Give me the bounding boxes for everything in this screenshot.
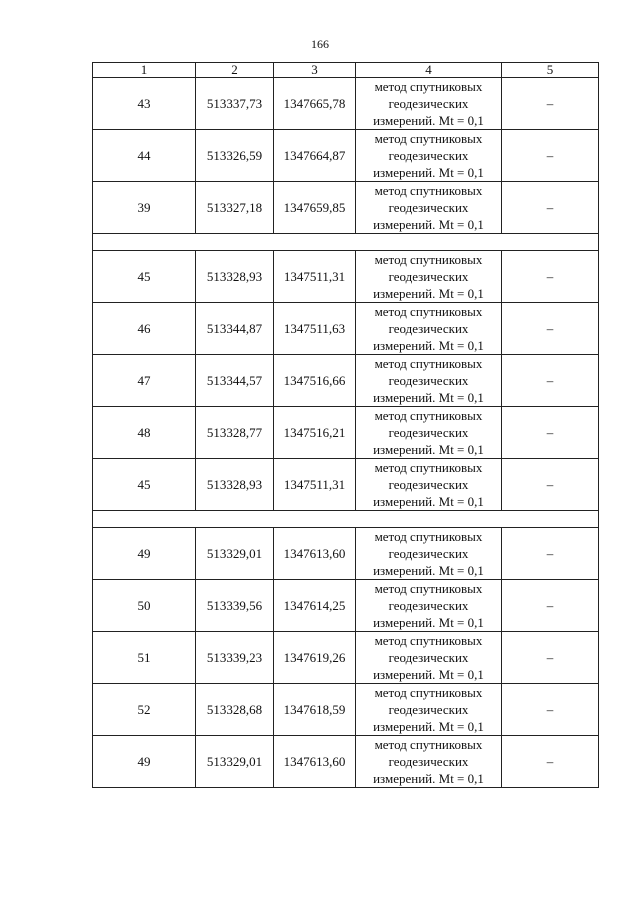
x-coordinate-cell: 513339,23 <box>196 632 274 684</box>
method-cell <box>356 632 502 684</box>
method-cell <box>356 736 502 788</box>
point-number-cell: 49 <box>93 528 196 580</box>
method-text-line: геодезических <box>388 702 469 717</box>
column-header: 1 <box>93 63 196 78</box>
method-text-line: измерений. Mt = 0,1 <box>373 719 484 734</box>
group-separator-row <box>93 234 599 251</box>
method-text-line: метод спутниковых <box>374 252 483 267</box>
table-row <box>93 182 599 234</box>
method-cell <box>356 528 502 580</box>
point-number-cell: 48 <box>93 407 196 459</box>
method-text-line: метод спутниковых <box>374 408 483 423</box>
table-row <box>93 736 599 788</box>
method-text-line: геодезических <box>388 200 469 215</box>
table-row <box>93 684 599 736</box>
y-coordinate-cell: 1347665,78 <box>274 78 356 130</box>
x-coordinate-cell: 513344,87 <box>196 303 274 355</box>
method-text-line: измерений. Mt = 0,1 <box>373 165 484 180</box>
point-number-cell: 49 <box>93 736 196 788</box>
method-cell <box>356 684 502 736</box>
point-number-cell: 45 <box>93 251 196 303</box>
group-separator-cell <box>93 511 599 528</box>
method-text-line: метод спутниковых <box>374 131 483 146</box>
table-row <box>93 130 599 182</box>
method-cell <box>356 78 502 130</box>
y-coordinate-cell: 1347516,21 <box>274 407 356 459</box>
note-cell: – <box>502 528 599 580</box>
table-row <box>93 303 599 355</box>
table-row <box>93 528 599 580</box>
note-cell: – <box>502 78 599 130</box>
method-text-line: измерений. Mt = 0,1 <box>373 113 484 128</box>
method-text-line: метод спутниковых <box>374 79 483 94</box>
x-coordinate-cell: 513329,01 <box>196 528 274 580</box>
y-coordinate-cell: 1347613,60 <box>274 528 356 580</box>
method-text-line: метод спутниковых <box>374 633 483 648</box>
point-number-cell: 47 <box>93 355 196 407</box>
method-text-line: геодезических <box>388 546 469 561</box>
method-text-line: метод спутниковых <box>374 304 483 319</box>
method-text-line: измерений. Mt = 0,1 <box>373 494 484 509</box>
table-row <box>93 251 599 303</box>
method-text-line: геодезических <box>388 321 469 336</box>
method-text-line: измерений. Mt = 0,1 <box>373 217 484 232</box>
y-coordinate-cell: 1347619,26 <box>274 632 356 684</box>
method-text-line: метод спутниковых <box>374 737 483 752</box>
method-text-line: геодезических <box>388 650 469 665</box>
method-text-line: измерений. Mt = 0,1 <box>373 390 484 405</box>
x-coordinate-cell: 513328,77 <box>196 407 274 459</box>
table-row <box>93 355 599 407</box>
method-text-line: метод спутниковых <box>374 183 483 198</box>
method-text-line: геодезических <box>388 373 469 388</box>
note-cell: – <box>502 736 599 788</box>
method-text-line: измерений. Mt = 0,1 <box>373 338 484 353</box>
point-number-cell: 43 <box>93 78 196 130</box>
y-coordinate-cell: 1347511,31 <box>274 251 356 303</box>
method-text-line: измерений. Mt = 0,1 <box>373 286 484 301</box>
x-coordinate-cell: 513339,56 <box>196 580 274 632</box>
x-coordinate-cell: 513326,59 <box>196 130 274 182</box>
table-row <box>93 78 599 130</box>
note-cell: – <box>502 580 599 632</box>
method-cell <box>356 182 502 234</box>
point-number-cell: 39 <box>93 182 196 234</box>
y-coordinate-cell: 1347511,31 <box>274 459 356 511</box>
x-coordinate-cell: 513327,18 <box>196 182 274 234</box>
point-number-cell: 46 <box>93 303 196 355</box>
x-coordinate-cell: 513328,93 <box>196 251 274 303</box>
method-text-line: измерений. Mt = 0,1 <box>373 667 484 682</box>
table-row <box>93 632 599 684</box>
y-coordinate-cell: 1347618,59 <box>274 684 356 736</box>
y-coordinate-cell: 1347511,63 <box>274 303 356 355</box>
method-cell <box>356 407 502 459</box>
point-number-cell: 44 <box>93 130 196 182</box>
y-coordinate-cell: 1347613,60 <box>274 736 356 788</box>
note-cell: – <box>502 632 599 684</box>
table-row <box>93 407 599 459</box>
method-text-line: геодезических <box>388 269 469 284</box>
table-row <box>93 459 599 511</box>
note-cell: – <box>502 182 599 234</box>
group-separator-cell <box>93 234 599 251</box>
table-header-row <box>93 63 599 78</box>
method-text-line: геодезических <box>388 425 469 440</box>
point-number-cell: 50 <box>93 580 196 632</box>
method-cell <box>356 459 502 511</box>
x-coordinate-cell: 513328,68 <box>196 684 274 736</box>
method-text-line: геодезических <box>388 148 469 163</box>
method-text-line: измерений. Mt = 0,1 <box>373 442 484 457</box>
y-coordinate-cell: 1347614,25 <box>274 580 356 632</box>
method-cell <box>356 130 502 182</box>
x-coordinate-cell: 513337,73 <box>196 78 274 130</box>
point-number-cell: 51 <box>93 632 196 684</box>
point-number-cell: 52 <box>93 684 196 736</box>
table-row <box>93 580 599 632</box>
note-cell: – <box>502 407 599 459</box>
method-text-line: измерений. Mt = 0,1 <box>373 563 484 578</box>
column-header: 2 <box>196 63 274 78</box>
x-coordinate-cell: 513329,01 <box>196 736 274 788</box>
method-text-line: геодезических <box>388 96 469 111</box>
method-cell <box>356 355 502 407</box>
page-number: 166 <box>311 37 329 51</box>
method-text-line: геодезических <box>388 754 469 769</box>
note-cell: – <box>502 355 599 407</box>
group-separator-row <box>93 511 599 528</box>
method-cell <box>356 580 502 632</box>
method-text-line: геодезических <box>388 477 469 492</box>
method-text-line: метод спутниковых <box>374 356 483 371</box>
y-coordinate-cell: 1347664,87 <box>274 130 356 182</box>
note-cell: – <box>502 303 599 355</box>
x-coordinate-cell: 513328,93 <box>196 459 274 511</box>
y-coordinate-cell: 1347659,85 <box>274 182 356 234</box>
column-header: 3 <box>274 63 356 78</box>
method-text-line: метод спутниковых <box>374 581 483 596</box>
table-body <box>93 78 599 788</box>
method-text-line: метод спутниковых <box>374 529 483 544</box>
method-text-line: метод спутниковых <box>374 685 483 700</box>
point-number-cell: 45 <box>93 459 196 511</box>
method-cell <box>356 251 502 303</box>
note-cell: – <box>502 459 599 511</box>
note-cell: – <box>502 251 599 303</box>
method-text-line: геодезических <box>388 598 469 613</box>
column-header: 4 <box>356 63 502 78</box>
coordinates-table <box>92 62 599 788</box>
method-text-line: измерений. Mt = 0,1 <box>373 771 484 786</box>
column-header: 5 <box>502 63 599 78</box>
y-coordinate-cell: 1347516,66 <box>274 355 356 407</box>
method-cell <box>356 303 502 355</box>
note-cell: – <box>502 684 599 736</box>
x-coordinate-cell: 513344,57 <box>196 355 274 407</box>
note-cell: – <box>502 130 599 182</box>
method-text-line: измерений. Mt = 0,1 <box>373 615 484 630</box>
method-text-line: метод спутниковых <box>374 460 483 475</box>
